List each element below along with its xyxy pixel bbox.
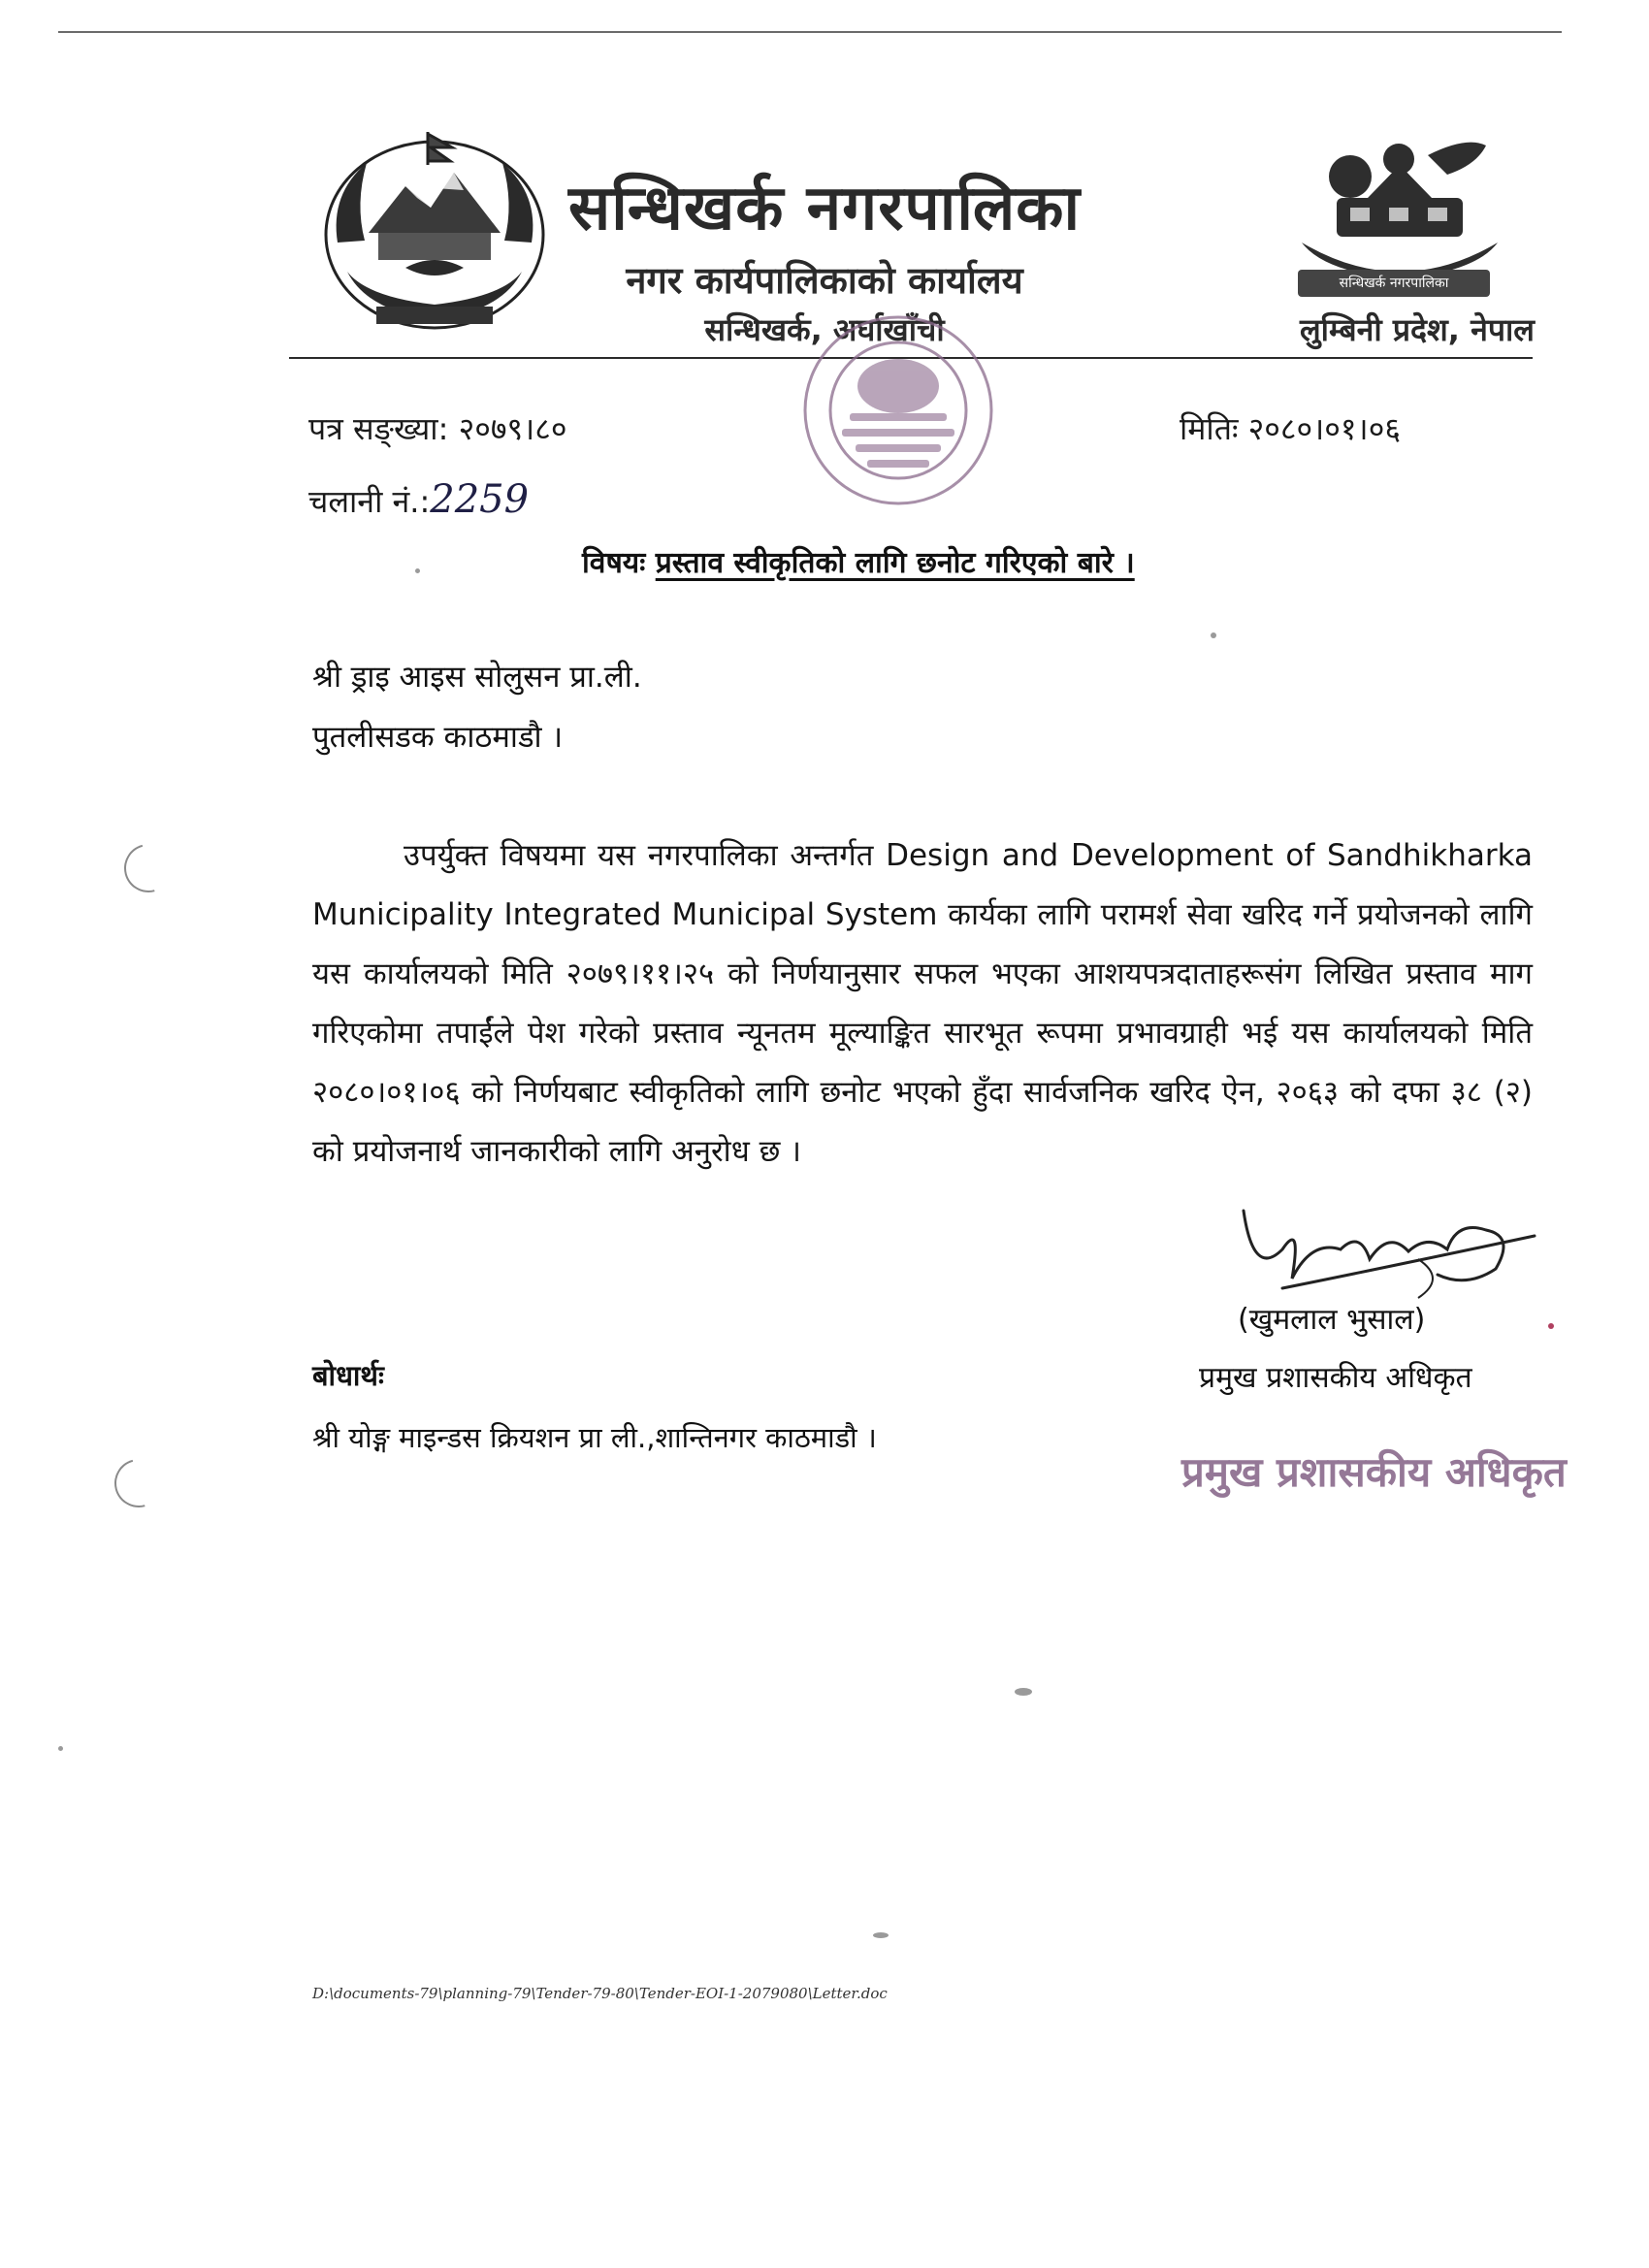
dispatch-value-handwritten: 2259 xyxy=(430,477,530,522)
reference-value: २०७९।८० xyxy=(458,410,567,447)
signatory-name: (खुमलाल भुसाल) xyxy=(1238,1303,1426,1337)
office-address: सन्धिखर्क, अर्घाखाँची xyxy=(704,311,945,348)
punch-hole-mark xyxy=(115,835,181,901)
subject-label: विषयः xyxy=(582,546,646,580)
file-path-footer: D:\documents-79\planning-79\Tender-79-80\Tender-EOI-1-2079080\Letter.doc xyxy=(312,1985,888,2002)
dispatch-number xyxy=(308,477,529,522)
date-label: मितिः xyxy=(1180,410,1239,447)
scan-speck xyxy=(873,1932,889,1938)
scan-speck xyxy=(58,1746,63,1751)
office-subtitle: नगर कार्यपालिकाको कार्यालय xyxy=(626,259,1023,302)
recipient-address: पुतलीसडक काठमाडौ । xyxy=(312,720,564,755)
letter-body xyxy=(312,826,1533,1182)
scan-speck xyxy=(415,568,420,573)
cc-recipient: श्री योङ्ग माइन्डस क्रियशन प्रा ली.,शान्तिनगर काठमाडौ । xyxy=(312,1421,877,1454)
top-border-line xyxy=(58,31,1562,33)
punch-hole-mark xyxy=(106,1450,172,1516)
dispatch-label: चलानी नं.: xyxy=(308,483,431,520)
subject-text: प्रस्ताव स्वीकृतिको लागि छनोट गरिएको बारे । xyxy=(655,546,1135,580)
designation-stamp: प्रमुख प्रशासकीय अधिकृत xyxy=(1181,1448,1567,1496)
office-seal-icon xyxy=(792,308,1005,512)
letter-body-text: उपर्युक्त विषयमा यस नगरपालिका अन्तर्गत Design and Development of Sandhikharka Municipality Integrated Municipal System कार्यका लागि परामर्श सेवा खरिद गर्ने प्रयोजनको लागि यस कार्यालयको मिति २०७९।११।२५ को निर्णयानुसार सफल भएका आशयपत्रदाताहरूसंग लिखित प्रस्ताव माग गरिएकोमा तपाईंले पेश गरेको प्रस्ताव न्यूनतम मूल्याङ्कित सारभूत रूपमा प्रभावग्राही भई यस कार्यालयको मिति २०८०।०१।०६ को निर्णयबाट स्वीकृतिको लागि छनोट भएको हुँदा सार्वजनिक खरिद ऐन, २०६३ को दफा ३८ (२) को प्रयोजनार्थ जानकारीको लागि अनुरोध छ । xyxy=(312,838,1533,1169)
logo-band-text: सन्धिखर्क नगरपालिका xyxy=(1298,270,1490,297)
office-title: सन्धिखर्क नगरपालिका xyxy=(567,173,1082,244)
scan-speck xyxy=(1015,1688,1032,1696)
date-value: २०८०।०१।०६ xyxy=(1247,410,1401,447)
recipient-name: श्री ड्राइ आइस सोलुसन प्रा.ली. xyxy=(312,660,642,695)
office-province: लुम्बिनी प्रदेश, नेपाल xyxy=(1299,311,1535,348)
subject-line xyxy=(582,541,1135,581)
scan-speck xyxy=(1548,1323,1554,1329)
letter-date xyxy=(1180,407,1401,449)
reference-number xyxy=(308,407,567,449)
reference-label: पत्र सङ्ख्या: xyxy=(308,410,449,447)
signatory-title: प्रमुख प्रशासकीय अधिकृत xyxy=(1199,1361,1472,1395)
cc-label: बोधार्थः xyxy=(312,1359,384,1392)
scan-speck xyxy=(1211,632,1216,638)
